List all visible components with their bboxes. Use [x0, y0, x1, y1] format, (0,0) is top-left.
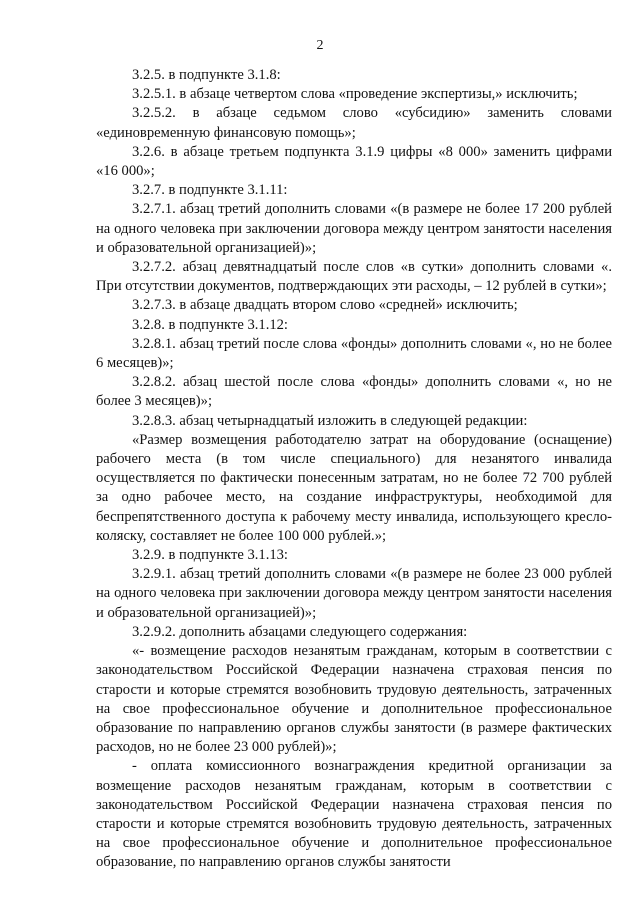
paragraph: 3.2.8.1. абзац третий после слова «фонды» дополнить словами «, но не более 6 месяцев)»; — [96, 335, 612, 372]
paragraph: 3.2.9.1. абзац третий дополнить словами «(в размере не более 23 000 рублей на одного человека при заключении договора между центром занятости населения и образовательной организацией)»; — [96, 566, 612, 621]
paragraph: 3.2.8.2. абзац шестой после слова «фонды» дополнить словами «, но не более 3 месяцев)»; — [96, 374, 612, 410]
document-body — [96, 66, 612, 873]
paragraph: 3.2.5. в подпункте 3.1.8: — [132, 67, 281, 83]
paragraph: «- возмещение расходов незанятым гражданам, которым в соответствии с законодательством Российской Федерации назначена страховая пенсия по старости и которые стремятся возобновить трудовую деятельность, затраченных на свое профессиональное обучение и дополнительное профессиональное образование по направлению органов службы занятости (в размере фактических расходов, но не более 23 000 рублей)»; — [96, 643, 612, 756]
paragraph: 3.2.8.3. абзац четырнадцатый изложить в следующей редакции: — [132, 412, 528, 429]
paragraph: «Размер возмещения работодателю затрат на оборудование (оснащение) рабочего места (в том числе специального) для незанятого инвалида осуществляется по фактически понесенным затратам, но не более 72 700 рублей за одно рабочее место, на создание инфраструктуры, необходимой для беспрепятственного доступа к рабочему месту инвалида, использующего кресло-коляску, составляет не более 100 000 рублей.»; — [96, 431, 612, 544]
paragraph: 3.2.7.3. в абзаце двадцать втором слово «средней» исключить; — [132, 297, 518, 314]
paragraph: - оплата комиссионного вознаграждения кредитной организации за возмещение расходов незанятым гражданам, которым в соответствии с законодательством Российской Федерации назначена страховая пенсия по старости и которые стремятся возобновить трудовую деятельность, затраченных на свое профессиональное обучение и дополнительное профессиональное образование, по направлению органов службы занятости — [96, 758, 612, 871]
paragraph: 3.2.5.1. в абзаце четвертом слова «проведение экспертизы,» исключить; — [132, 86, 578, 103]
paragraph: 3.2.6. в абзаце третьем подпункта 3.1.9 цифры «8 000» заменить цифрами «16 000»; — [96, 143, 612, 180]
page-number: 2 — [316, 38, 324, 53]
paragraph: 3.2.7.2. абзац девятнадцатый после слов «в сутки» дополнить словами «. При отсутствии документов, подтверждающих эти расходы, – 12 рублей в сутки»; — [96, 259, 612, 295]
paragraph: 3.2.7. в подпункте 3.1.11: — [132, 182, 288, 199]
paragraph: 3.2.8. в подпункте 3.1.12: — [132, 316, 288, 333]
paragraph: 3.2.7.1. абзац третий дополнить словами «(в размере не более 17 200 рублей на одного человека при заключении договора между центром занятости населения и образовательной организацией)»; — [96, 201, 612, 256]
paragraph: 3.2.5.2. в абзаце седьмом слово «субсидию» заменить словами «единовременную финансовую помощь»; — [96, 105, 612, 141]
paragraph: 3.2.9.2. дополнить абзацами следующего содержания: — [132, 623, 468, 640]
paragraph: 3.2.9. в подпункте 3.1.13: — [132, 547, 288, 564]
